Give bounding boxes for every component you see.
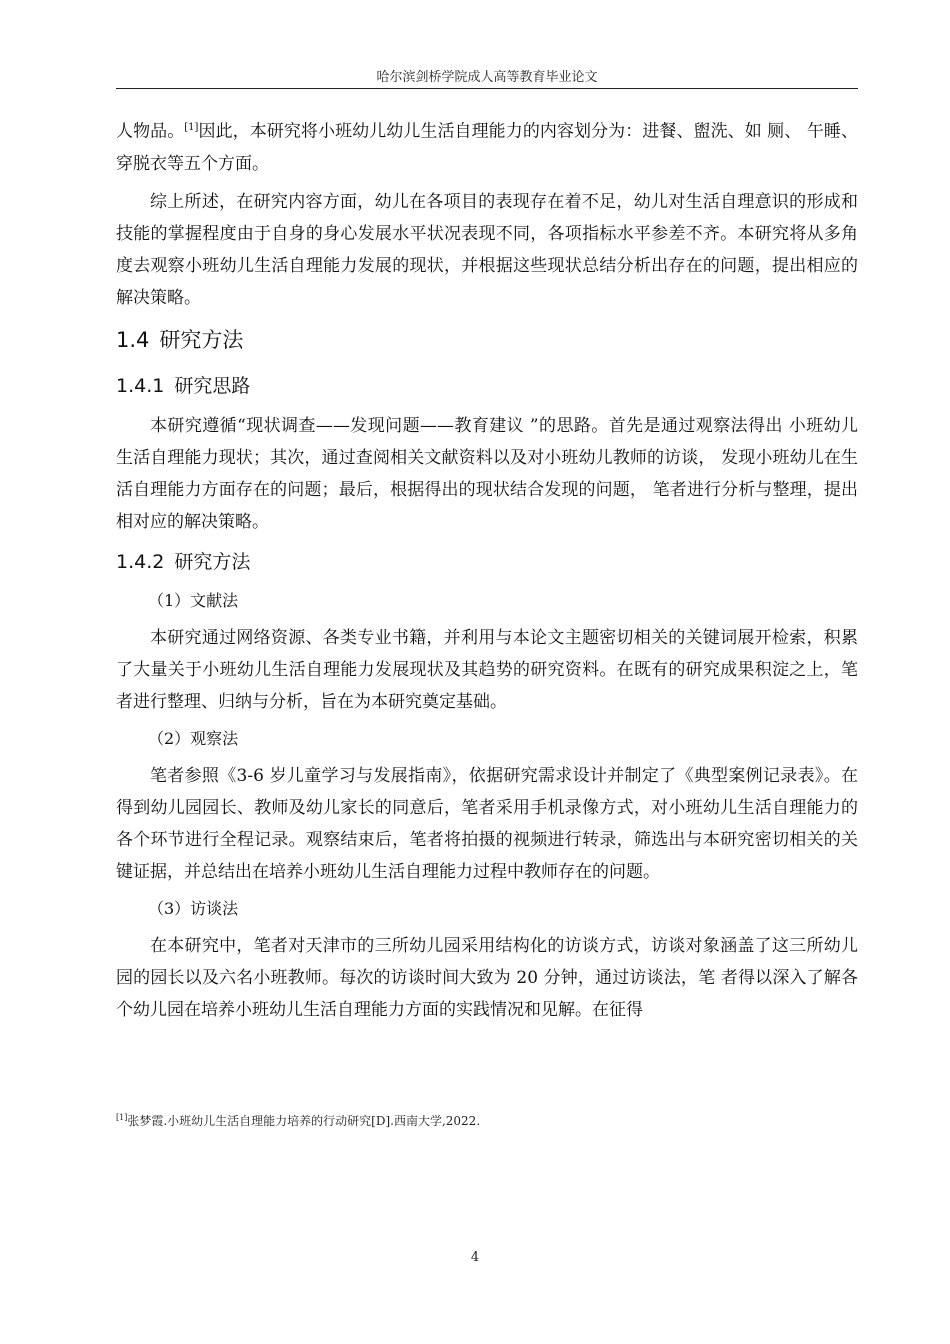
footnote-reference[interactable]: [1] [184,122,199,133]
section-number: 1.4.1 [116,374,165,397]
page-number: 4 [470,1250,480,1265]
footnote [116,1112,858,1129]
method-label-observation: （2）观察法 [148,728,239,748]
footnote-text: 张梦霞.小班幼儿生活自理能力培养的行动研究[D].西南大学,2022. [127,1114,481,1128]
paragraph-content-division [116,112,858,180]
footnote-marker: [1] [116,1113,128,1122]
page-body [116,112,858,1032]
paragraph-literature-method: 本研究通过网络资源、各类专业书籍，并利用与本论文主题密切相关的关键词展开检索，积累了大量关于小班幼儿生活自理能力发展现状及其趋势的研究资料。在既有的研究成果积淀之上，笔者进行整理、归纳与分析，旨在为本研究奠定基础。 [116,627,858,712]
section-number: 1.4 [116,327,150,352]
method-label-interview: （3）访谈法 [148,898,239,918]
section-heading-1-4-2 [116,544,858,580]
section-heading-1-4 [116,320,858,360]
paragraph-interview-method: 在本研究中，笔者对天津市的三所幼儿园采用结构化的访谈方式，访谈对象涵盖了这三所幼儿园的园长以及六名小班教师。每次的访谈时间大致为 20 分钟，通过访谈法，笔 者得以深入了解各个幼儿园在培养小班幼儿生活自理能力方面的实践情况和见解。在征得 [116,935,858,1020]
paragraph-research-approach: 本研究遵循“现状调查——发现问题——教育建议 ”的思路。首先是通过观察法得出 小班幼儿生活自理能力现状；其次，通过查阅相关文献资料以及对小班幼儿教师的访谈， 发现小班幼儿在生活自理能力方面存在的问题；最后，根据得出的现状结合发现的问题， 笔者进行分析与整理，提出相对应的解决策略。 [116,415,858,532]
section-title: 研究思路 [174,374,251,397]
section-heading-1-4-1 [116,368,858,404]
header-rule [116,88,858,89]
paragraph-text: 因此，本研究将小班幼儿幼儿生活自理能力的内容划分为：进餐、盥洗、如 厕、 午睡、穿脱衣等五个方面。 [116,121,859,174]
paragraph-text: 人物品。 [116,121,185,142]
method-label-literature: （1）文献法 [148,590,239,610]
section-title: 研究方法 [159,327,244,352]
section-title: 研究方法 [174,550,251,573]
paragraph-summary: 综上所述，在研究内容方面，幼儿在各项目的表现存在着不足，幼儿对生活自理意识的形成和技能的掌握程度由于自身的身心发展水平状况表现不同，各项指标水平参差不齐。本研究将从多角度去观察小班幼儿生活自理能力发展的现状，并根据这些现状总结分析出存在的问题，提出相应的解决策略。 [116,191,858,308]
section-number: 1.4.2 [116,550,165,573]
paragraph-observation-method: 笔者参照《3-6 岁儿童学习与发展指南》，依据研究需求设计并制定了《典型案例记录表》。在得到幼儿园园长、教师及幼儿家长的同意后，笔者采用手机录像方式，对小班幼儿生活自理能力的各个环节进行全程记录。观察结束后，笔者将拍摄的视频进行转录，筛选出与本研究密切相关的关键证据，并总结出在培养小班幼儿生活自理能力过程中教师存在的问题。 [116,765,858,882]
running-header: 哈尔滨剑桥学院成人高等教育毕业论文 [376,70,598,85]
